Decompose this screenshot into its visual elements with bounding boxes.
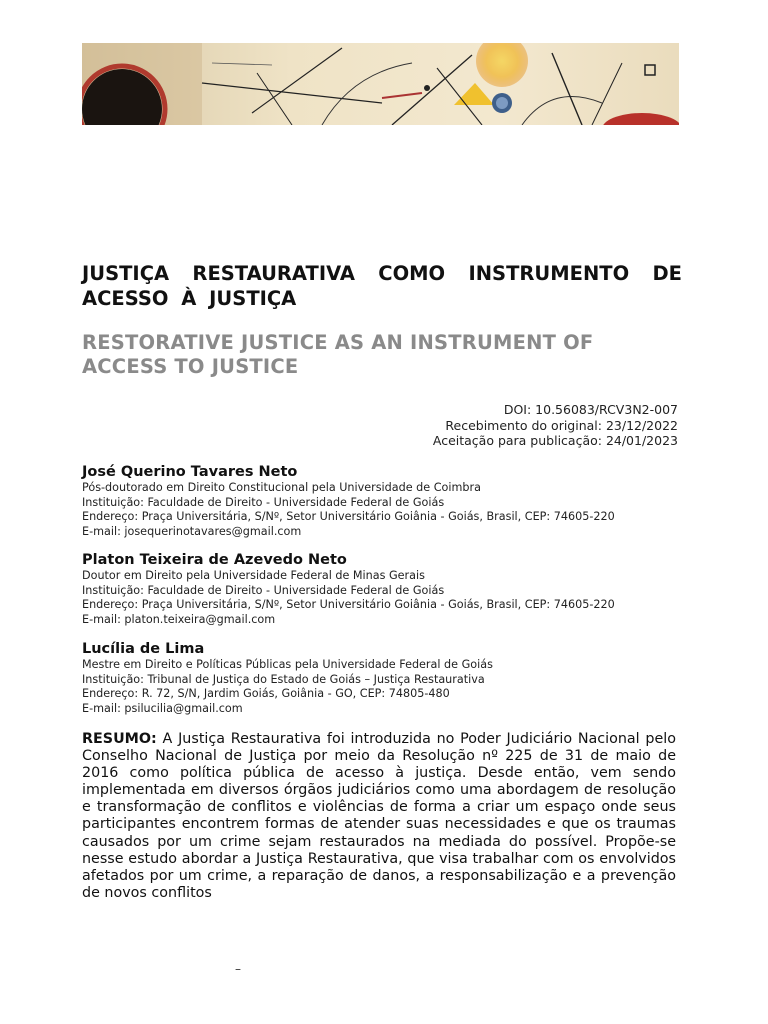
abstract-paragraph xyxy=(82,731,676,902)
author-degree: Pós-doutorado em Direito Constitucional pela Universidade de Coimbra xyxy=(82,481,481,494)
author-degree: Doutor em Direito pela Universidade Federal de Minas Gerais xyxy=(82,569,425,582)
paper-title: JUSTIÇA RESTAURATIVA COMO INSTRUMENTO DE ACESSO À JUSTIÇA xyxy=(82,262,682,310)
author-name: José Querino Tavares Neto xyxy=(82,464,298,480)
author-email: E-mail: psilucilia@gmail.com xyxy=(82,701,243,715)
paper-subtitle-english: RESTORATIVE JUSTICE AS AN INSTRUMENT OF ACCESS TO JUSTICE xyxy=(82,331,594,378)
footer-mark: – xyxy=(235,962,241,976)
author-institution: Instituição: Faculdade de Direito - Universidade Federal de Goiás xyxy=(82,495,445,509)
author-name: Platon Teixeira de Azevedo Neto xyxy=(82,552,347,568)
author-degree: Mestre em Direito e Políticas Públicas pela Universidade Federal de Goiás xyxy=(82,658,493,671)
author-email: E-mail: josequerinotavares@gmail.com xyxy=(82,524,302,538)
abstract-art-banner xyxy=(82,43,679,125)
author-address: Endereço: R. 72, S/N, Jardim Goiás, Goiânia - GO, CEP: 74805-480 xyxy=(82,687,450,701)
author-address: Endereço: Praça Universitária, S/Nº, Setor Universitário Goiânia - Goiás, Brasil, CEP: 74605-220 xyxy=(82,598,615,612)
author-block xyxy=(82,641,702,716)
received-date: Recebimento do original: 23/12/2022 xyxy=(445,417,678,433)
abstract-label: RESUMO: xyxy=(82,731,157,747)
author-address: Endereço: Praça Universitária, S/Nº, Setor Universitário Goiânia - Goiás, Brasil, CEP: 74605-220 xyxy=(82,510,615,524)
doi-text: DOI: 10.56083/RCV3N2-007 xyxy=(503,402,678,417)
author-block xyxy=(82,552,702,627)
author-institution: Instituição: Faculdade de Direito - Universidade Federal de Goiás xyxy=(82,583,445,597)
author-institution: Instituição: Tribunal de Justiça do Estado de Goiás – Justiça Restaurativa xyxy=(82,672,485,686)
author-name: Lucília de Lima xyxy=(82,641,205,657)
abstract-text: A Justiça Restaurativa foi introduzida no Poder Judiciário Nacional pelo Conselho Nacional de Justiça por meio da Resolução nº 225 de 31 de maio de 2016 como política pública de acesso à justiça. Desde então, vem sendo implementada em diversos órgãos judiciários como uma abordagem de resolução e transformação de conflitos e violências de forma a criar um espaço onde seus participantes encontrem formas de atender suas necessidades e que os traumas causados por um crime sejam restaurados na mediada do possível. Propõe-se nesse estudo abordar a Justiça Restaurativa, que visa trabalhar com os envolvidos afetados por um crime, a reparação de danos, a responsabilização e a prevenção de novos conflitos xyxy=(82,731,677,901)
author-block xyxy=(82,464,702,539)
accepted-date: Aceitação para publicação: 24/01/2023 xyxy=(432,433,678,448)
author-email: E-mail: platon.teixeira@gmail.com xyxy=(82,612,276,626)
publication-meta xyxy=(433,402,678,449)
